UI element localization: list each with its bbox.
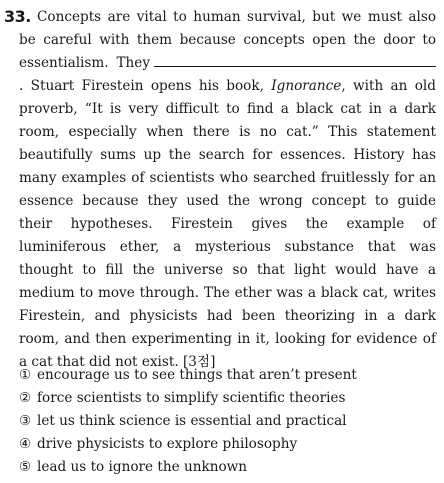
option-text: lead us to ignore the unknown (37, 459, 248, 475)
option-3[interactable] (19, 410, 357, 433)
option-number: ④ (19, 436, 32, 452)
option-text: let us think science is essential and practical (37, 413, 347, 429)
option-text: force scientists to simplify scientific theories (37, 390, 346, 406)
option-number: ② (19, 390, 32, 406)
option-text: encourage us to see things that aren’t present (37, 367, 357, 383)
option-1[interactable] (19, 364, 357, 387)
points-label: [3점] (182, 354, 216, 370)
option-number: ⑤ (19, 459, 32, 475)
question-block (0, 6, 436, 374)
option-number: ① (19, 367, 32, 383)
option-4[interactable] (19, 433, 357, 456)
question-number: 33. (4, 7, 31, 26)
passage-text-3: , with an old proverb, “It is very difficult to find a black cat in a dark room, especially when there is no cat.” This statement beautifully sums up the search for essences. History has many examples of scientists who searched fruitlessly for an essence because they used the wrong concept to guide their hypotheses. Firestein gives the example of luminiferous ether, a mysterious substance that was thought to fill the universe so that light would have a medium to move through. The ether was a black cat, writes Firestein, and physicists had been theorizing in a dark room, and then experimenting in it, looking for evidence of a cat that did not exist. (19, 78, 436, 370)
option-text: drive physicists to explore philosophy (37, 436, 298, 452)
option-number: ③ (19, 413, 32, 429)
answer-options (19, 364, 357, 479)
book-title: Ignorance (271, 78, 342, 94)
option-2[interactable] (19, 387, 357, 410)
option-5[interactable] (19, 456, 357, 479)
passage (0, 6, 436, 374)
answer-blank (154, 54, 436, 67)
passage-text-1: Concepts are vital to human survival, but we must also be careful with them because concepts open the door to essentialism. They (19, 9, 436, 71)
passage-text-2: . Stuart Firestein opens his book, (19, 78, 264, 94)
